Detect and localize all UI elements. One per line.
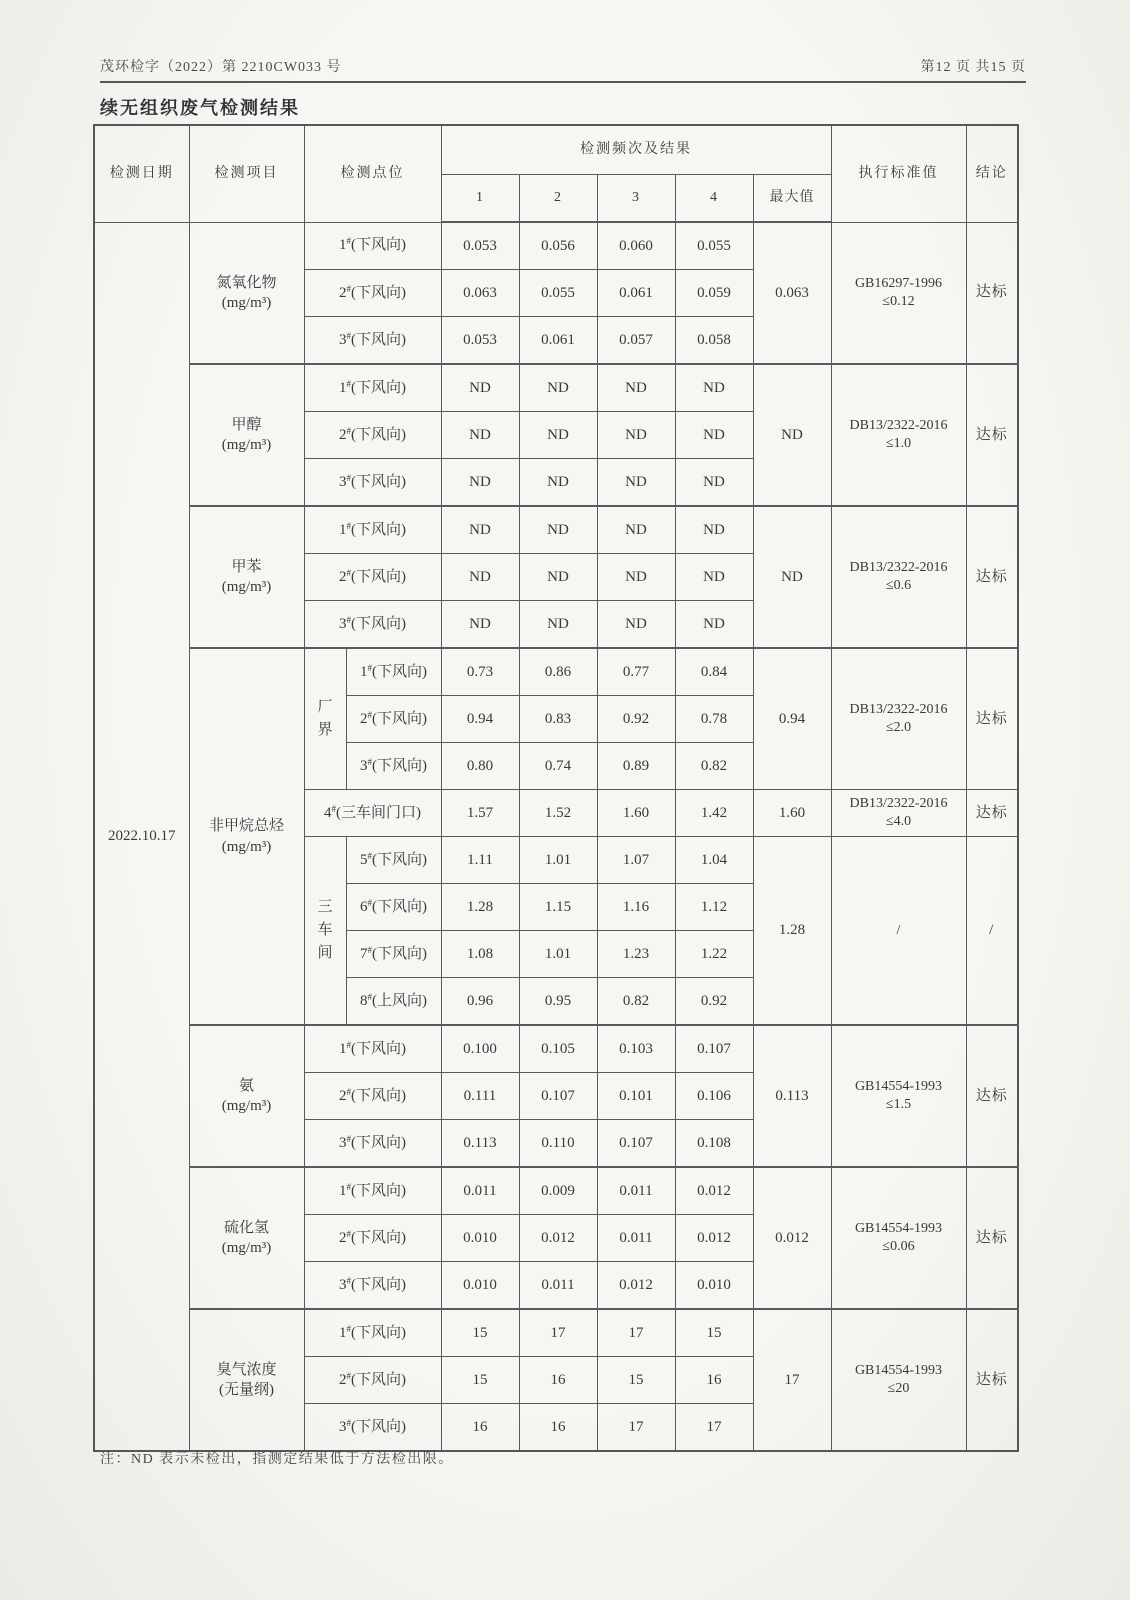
point-cell: 1#(下风向)	[304, 1309, 441, 1357]
value-cell: 0.80	[441, 743, 519, 790]
col-header-freq: 检测频次及结果	[441, 125, 831, 175]
standard-cell: GB16297-1996 ≤0.12	[831, 222, 966, 364]
conclusion-cell: 达标	[966, 1167, 1018, 1309]
max-cell: 0.94	[753, 648, 831, 790]
value-cell: ND	[441, 364, 519, 412]
col-header-standard: 执行标准值	[831, 125, 966, 222]
value-cell: ND	[597, 506, 675, 554]
conclusion-cell: 达标	[966, 648, 1018, 790]
max-cell: 17	[753, 1309, 831, 1451]
value-cell: 0.012	[675, 1167, 753, 1215]
col-header-run-4: 4	[675, 175, 753, 223]
table-row	[94, 1167, 1018, 1215]
value-cell: ND	[519, 412, 597, 459]
value-cell: ND	[519, 506, 597, 554]
point-cell: 2#(下风向)	[304, 1073, 441, 1120]
standard-cell: GB14554-1993 ≤1.5	[831, 1025, 966, 1167]
col-header-run-2: 2	[519, 175, 597, 223]
value-cell: 1.60	[597, 790, 675, 837]
value-cell: ND	[675, 459, 753, 507]
point-cell: 1#(下风向)	[304, 506, 441, 554]
value-cell: 1.01	[519, 931, 597, 978]
value-cell: ND	[675, 554, 753, 601]
value-cell: 17	[597, 1404, 675, 1452]
col-header-date: 检测日期	[94, 125, 189, 222]
results-table	[93, 124, 1019, 1452]
max-cell: ND	[753, 506, 831, 648]
value-cell: 0.92	[597, 696, 675, 743]
value-cell: ND	[597, 364, 675, 412]
point-cell: 4#(三车间门口)	[304, 790, 441, 837]
standard-cell: DB13/2322-2016 ≤4.0	[831, 790, 966, 837]
point-cell: 1#(下风向)	[304, 222, 441, 270]
value-cell: 0.107	[675, 1025, 753, 1073]
value-cell: ND	[519, 554, 597, 601]
value-cell: 0.96	[441, 978, 519, 1026]
item-cell: 臭气浓度 (无量纲)	[189, 1309, 304, 1451]
table-row	[94, 364, 1018, 412]
value-cell: 0.105	[519, 1025, 597, 1073]
value-cell: 1.11	[441, 837, 519, 884]
table-row	[94, 648, 1018, 696]
value-cell: 1.22	[675, 931, 753, 978]
value-cell: 1.01	[519, 837, 597, 884]
max-cell: 1.60	[753, 790, 831, 837]
value-cell: 0.106	[675, 1073, 753, 1120]
point-cell: 2#(下风向)	[304, 412, 441, 459]
value-cell: ND	[519, 459, 597, 507]
point-cell: 2#(下风向)	[304, 554, 441, 601]
col-header-max: 最大值	[753, 175, 831, 223]
max-cell: 1.28	[753, 837, 831, 1026]
col-header-run-3: 3	[597, 175, 675, 223]
conclusion-cell: /	[966, 837, 1018, 1026]
doc-number: 茂环检字（2022）第 2210CW033 号	[100, 60, 342, 75]
value-cell: 0.77	[597, 648, 675, 696]
value-cell: ND	[597, 554, 675, 601]
value-cell: 0.053	[441, 317, 519, 365]
value-cell: 0.053	[441, 222, 519, 270]
value-cell: 0.012	[519, 1215, 597, 1262]
value-cell: 17	[675, 1404, 753, 1452]
value-cell: 0.011	[519, 1262, 597, 1310]
conclusion-cell: 达标	[966, 1309, 1018, 1451]
value-cell: 0.113	[441, 1120, 519, 1168]
value-cell: 0.011	[597, 1167, 675, 1215]
value-cell: 0.86	[519, 648, 597, 696]
value-cell: 0.059	[675, 270, 753, 317]
page-title: 续无组织废气检测结果	[100, 98, 300, 118]
col-header-run-1: 1	[441, 175, 519, 223]
max-cell: ND	[753, 364, 831, 506]
table-row	[94, 506, 1018, 554]
value-cell: ND	[441, 459, 519, 507]
value-cell: 0.012	[597, 1262, 675, 1310]
value-cell: 1.15	[519, 884, 597, 931]
value-cell: 0.108	[675, 1120, 753, 1168]
page-number: 第12 页 共15 页	[920, 60, 1026, 75]
conclusion-cell: 达标	[966, 364, 1018, 506]
point-cell: 3#(下风向)	[304, 459, 441, 507]
col-header-item: 检测项目	[189, 125, 304, 222]
value-cell: 0.92	[675, 978, 753, 1026]
value-cell: 0.83	[519, 696, 597, 743]
value-cell: 0.82	[597, 978, 675, 1026]
value-cell: 0.110	[519, 1120, 597, 1168]
table-header-row	[94, 125, 1018, 175]
value-cell: 16	[519, 1404, 597, 1452]
point-cell: 2#(下风向)	[304, 1357, 441, 1404]
value-cell: 0.103	[597, 1025, 675, 1073]
value-cell: 0.94	[441, 696, 519, 743]
doc-header	[100, 56, 1026, 83]
value-cell: 1.12	[675, 884, 753, 931]
value-cell: 0.107	[597, 1120, 675, 1168]
point-cell: 2#(下风向)	[304, 1215, 441, 1262]
value-cell: ND	[597, 601, 675, 649]
value-cell: 16	[441, 1404, 519, 1452]
standard-cell: GB14554-1993 ≤0.06	[831, 1167, 966, 1309]
value-cell: ND	[441, 554, 519, 601]
standard-cell: DB13/2322-2016 ≤2.0	[831, 648, 966, 790]
value-cell: ND	[675, 506, 753, 554]
value-cell: 0.95	[519, 978, 597, 1026]
value-cell: 1.04	[675, 837, 753, 884]
table-row	[94, 222, 1018, 270]
point-cell: 8#(上风向)	[346, 978, 441, 1026]
max-cell: 0.063	[753, 222, 831, 364]
value-cell: 16	[675, 1357, 753, 1404]
item-cell: 甲醇 (mg/m³)	[189, 364, 304, 506]
value-cell: 0.060	[597, 222, 675, 270]
value-cell: 0.058	[675, 317, 753, 365]
value-cell: 0.111	[441, 1073, 519, 1120]
item-cell: 氮氧化物 (mg/m³)	[189, 222, 304, 364]
value-cell: ND	[441, 601, 519, 649]
value-cell: 16	[519, 1357, 597, 1404]
value-cell: 1.16	[597, 884, 675, 931]
point-cell: 5#(下风向)	[346, 837, 441, 884]
value-cell: 1.52	[519, 790, 597, 837]
value-cell: ND	[675, 601, 753, 649]
value-cell: ND	[519, 364, 597, 412]
point-cell: 2#(下风向)	[304, 270, 441, 317]
point-cell: 1#(下风向)	[304, 364, 441, 412]
conclusion-cell: 达标	[966, 1025, 1018, 1167]
footnote: 注：ND 表示未检出，指测定结果低于方法检出限。	[100, 1452, 454, 1467]
value-cell: 15	[675, 1309, 753, 1357]
value-cell: 0.011	[597, 1215, 675, 1262]
point-cell: 1#(下风向)	[346, 648, 441, 696]
col-header-conclusion: 结论	[966, 125, 1018, 222]
value-cell: ND	[675, 364, 753, 412]
value-cell: 0.101	[597, 1073, 675, 1120]
point-cell: 3#(下风向)	[304, 1120, 441, 1168]
value-cell: 0.011	[441, 1167, 519, 1215]
value-cell: 0.010	[441, 1215, 519, 1262]
value-cell: 0.107	[519, 1073, 597, 1120]
value-cell: 1.07	[597, 837, 675, 884]
value-cell: 0.74	[519, 743, 597, 790]
group-cell: 厂界	[304, 648, 346, 790]
point-cell: 3#(下风向)	[304, 601, 441, 649]
value-cell: 0.057	[597, 317, 675, 365]
value-cell: 0.89	[597, 743, 675, 790]
value-cell: 17	[519, 1309, 597, 1357]
standard-cell: DB13/2322-2016 ≤0.6	[831, 506, 966, 648]
point-cell: 6#(下风向)	[346, 884, 441, 931]
value-cell: 0.009	[519, 1167, 597, 1215]
conclusion-cell: 达标	[966, 222, 1018, 364]
item-cell: 硫化氢 (mg/m³)	[189, 1167, 304, 1309]
value-cell: 0.061	[597, 270, 675, 317]
value-cell: 15	[441, 1309, 519, 1357]
value-cell: 1.23	[597, 931, 675, 978]
point-cell: 2#(下风向)	[346, 696, 441, 743]
col-header-point: 检测点位	[304, 125, 441, 222]
value-cell: 0.063	[441, 270, 519, 317]
item-cell: 氨 (mg/m³)	[189, 1025, 304, 1167]
table-row	[94, 1025, 1018, 1073]
standard-cell: DB13/2322-2016 ≤1.0	[831, 364, 966, 506]
value-cell: 1.28	[441, 884, 519, 931]
value-cell: 0.82	[675, 743, 753, 790]
value-cell: 0.012	[675, 1215, 753, 1262]
item-cell: 甲苯 (mg/m³)	[189, 506, 304, 648]
date-cell: 2022.10.17	[94, 222, 189, 1451]
value-cell: 1.42	[675, 790, 753, 837]
value-cell: 1.08	[441, 931, 519, 978]
standard-cell: /	[831, 837, 966, 1026]
conclusion-cell: 达标	[966, 790, 1018, 837]
value-cell: 0.061	[519, 317, 597, 365]
value-cell: ND	[597, 412, 675, 459]
value-cell: 0.055	[519, 270, 597, 317]
point-cell: 3#(下风向)	[304, 1262, 441, 1310]
point-cell: 3#(下风向)	[304, 1404, 441, 1452]
item-cell: 非甲烷总烃 (mg/m³)	[189, 648, 304, 1025]
value-cell: 0.78	[675, 696, 753, 743]
value-cell: 0.100	[441, 1025, 519, 1073]
max-cell: 0.012	[753, 1167, 831, 1309]
value-cell: 17	[597, 1309, 675, 1357]
group-cell: 三车间	[304, 837, 346, 1026]
value-cell: 15	[441, 1357, 519, 1404]
value-cell: 15	[597, 1357, 675, 1404]
value-cell: ND	[441, 412, 519, 459]
standard-cell: GB14554-1993 ≤20	[831, 1309, 966, 1451]
value-cell: ND	[675, 412, 753, 459]
value-cell: ND	[597, 459, 675, 507]
value-cell: 0.010	[675, 1262, 753, 1310]
max-cell: 0.113	[753, 1025, 831, 1167]
value-cell: ND	[519, 601, 597, 649]
point-cell: 3#(下风向)	[304, 317, 441, 365]
value-cell: 1.57	[441, 790, 519, 837]
value-cell: 0.056	[519, 222, 597, 270]
value-cell: 0.84	[675, 648, 753, 696]
point-cell: 1#(下风向)	[304, 1167, 441, 1215]
value-cell: ND	[441, 506, 519, 554]
point-cell: 7#(下风向)	[346, 931, 441, 978]
table-row	[94, 1309, 1018, 1357]
value-cell: 0.055	[675, 222, 753, 270]
value-cell: 0.010	[441, 1262, 519, 1310]
point-cell: 1#(下风向)	[304, 1025, 441, 1073]
point-cell: 3#(下风向)	[346, 743, 441, 790]
value-cell: 0.73	[441, 648, 519, 696]
conclusion-cell: 达标	[966, 506, 1018, 648]
